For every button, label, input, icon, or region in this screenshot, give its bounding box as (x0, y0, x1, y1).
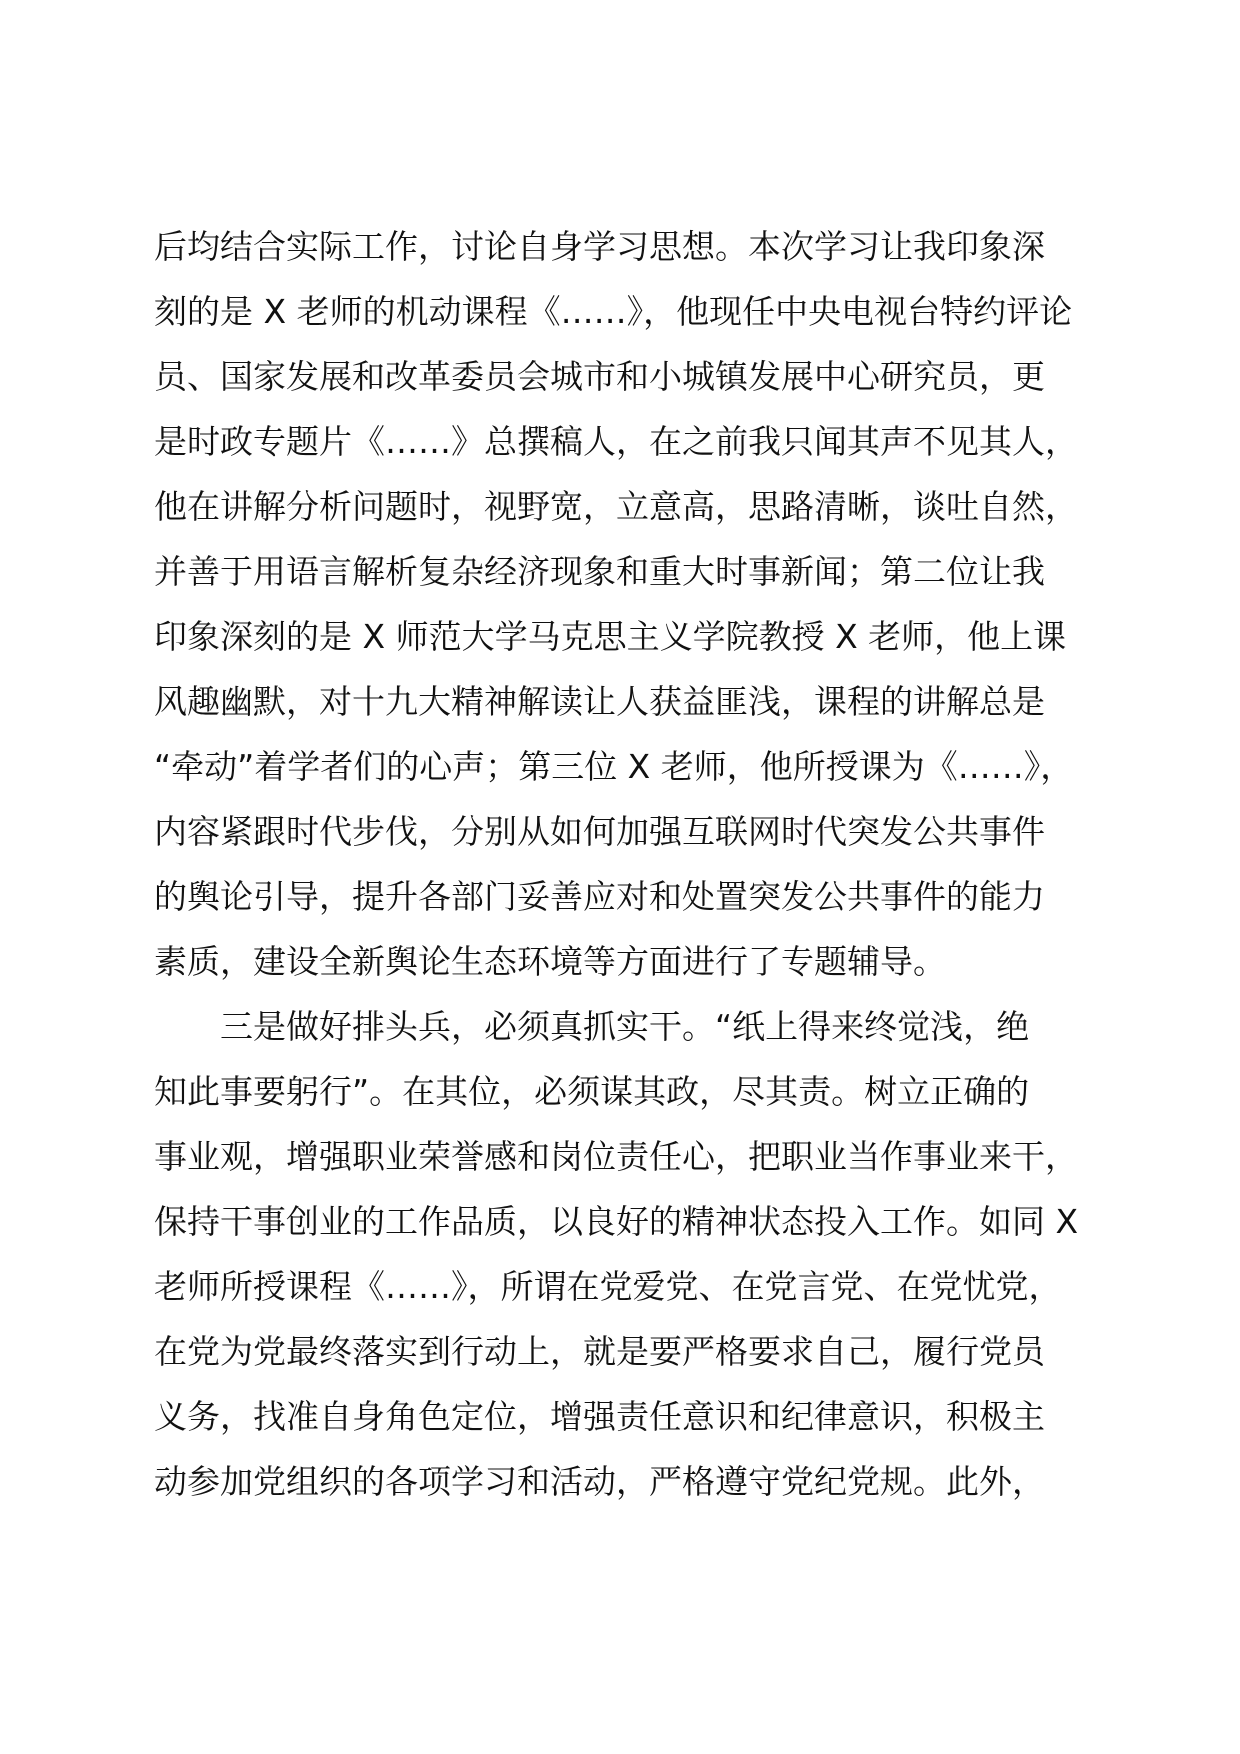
text-line: 知此事要躬行”。在其位，必须谋其政，尽其责。树立正确的 (154, 1072, 1030, 1111)
text-line: 素质，建设全新舆论生态环境等方面进行了专题辅导。 (154, 942, 946, 981)
text-line: “牵动”着学者们的心声；第三位 X 老师，他所授课为《……》， (154, 747, 1074, 786)
text-line: 他在讲解分析问题时，视野宽，立意高，思路清晰，谈吐自然， (154, 487, 1078, 526)
body-text (154, 214, 1094, 1514)
text-line: 是时政专题片《……》总撰稿人，在之前我只闻其声不见其人， (154, 422, 1078, 461)
paragraph-start-line: 三是做好排头兵，必须真抓实干。“纸上得来终觉浅，绝 (220, 1007, 1030, 1046)
text-line: 内容紧跟时代步伐，分别从如何加强互联网时代突发公共事件 (154, 812, 1045, 851)
text-line: 印象深刻的是 X 师范大学马克思主义学院教授 X 老师，他上课 (154, 617, 1067, 656)
text-line: 老师所授课程《……》，所谓在党爱党、在党言党、在党忧党， (154, 1267, 1062, 1306)
text-line: 的舆论引导，提升各部门妥善应对和处置突发公共事件的能力 (154, 877, 1045, 916)
text-line: 保持干事创业的工作品质，以良好的精神状态投入工作。如同 X (154, 1202, 1079, 1241)
text-line: 在党为党最终落实到行动上，就是要严格要求自己，履行党员 (154, 1332, 1045, 1371)
text-line: 动参加党组织的各项学习和活动，严格遵守党纪党规。此外， (154, 1462, 1045, 1501)
text-line: 员、国家发展和改革委员会城市和小城镇发展中心研究员，更 (154, 357, 1045, 396)
text-line: 并善于用语言解析复杂经济现象和重大时事新闻；第二位让我 (154, 552, 1045, 591)
text-line: 刻的是 X 老师的机动课程《……》，他现任中央电视台特约评论 (154, 292, 1073, 331)
text-line: 义务，找准自身角色定位，增强责任意识和纪律意识，积极主 (154, 1397, 1045, 1436)
text-line: 事业观，增强职业荣誉感和岗位责任心，把职业当作事业来干， (154, 1137, 1078, 1176)
text-line: 风趣幽默，对十九大精神解读让人获益匪浅，课程的讲解总是 (154, 682, 1045, 721)
text-line: 后均结合实际工作，讨论自身学习思想。本次学习让我印象深 (154, 227, 1045, 266)
